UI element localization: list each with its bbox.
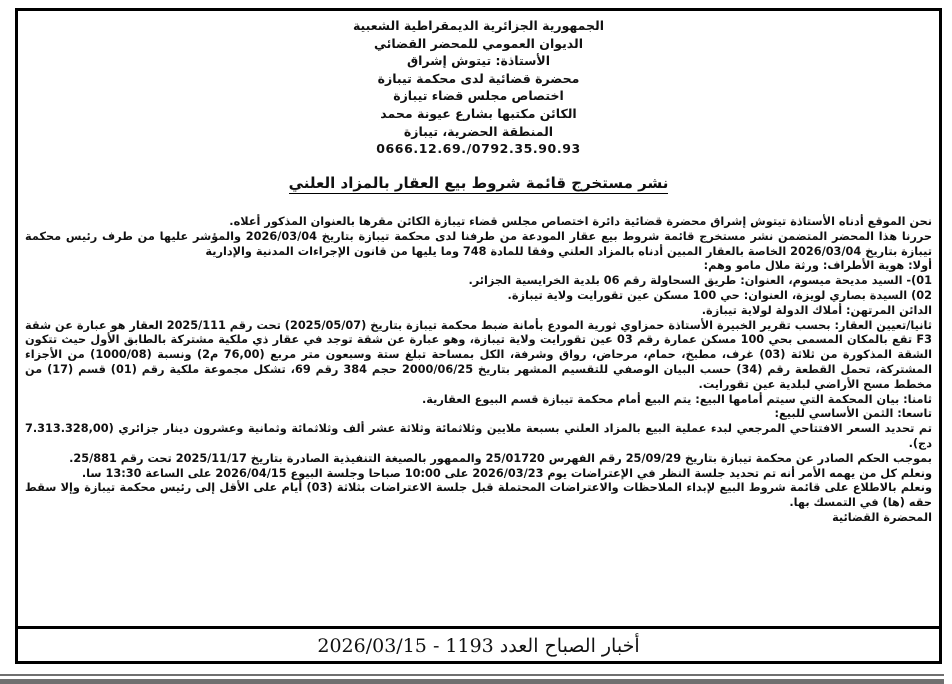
paragraph-drafted: حررنا هذا المحضر المتضمن نشر مستخرج قائمة شروط بيع عقار المودعة من طرفنا لدى محكمة تيبازة بتاريخ 2026/03/04 والمؤشر عليها من طرف رئيس محكمة تيبازة بتاريخ 2026/03/04 الخاصة بالعقار المبين أدناه بالمزاد العلني وفقا للمادة 748 وما يليها من قانون الإجراءات المدنية والإدارية bbox=[25, 229, 932, 258]
header-line-address: الكائن مكتبها بشارع عيونة محمد bbox=[380, 105, 577, 121]
paragraph-property: ثانيا/تعيين العقار: بحسب تقرير الخبيرة الأستاذة حمزاوي ثورية المودع بأمانة ضبط محكمة تيبازة بتاريخ (2025/05/07) تحت رقم 2025/111 العقار هو عبارة عن شقة F3 تقع بالمكان المسمى بحي 100 مسكن عمارة رقم 03 عين تقورايت ولاية تيبازة، وهو عبارة عن شقة توجد في عقار ذي ملكية مشتركة بالطابق الأول حيث تتكون الشقة المذكورة من ثلاثة (03) غرف، مطبخ، حمام، مرحاض، رواق وشرفة، الكل بمساحة تبلغ ستة وسبعون متر مربع (76,00 م2) ونسبة (1000/08) من الأجزاء المشتركة، تحمل القطعة رقم (34) حسب البيان الوصفي للتقسيم المشهر بتاريخ 2000/06/25 حجم 384 رقم 69، تشكل مجموعة ملكية رقم (01) قسم (17) من مخطط مسح الأراضي لبلدية عين تقورايت. bbox=[25, 318, 933, 391]
header-block bbox=[18, 17, 939, 158]
paragraph-objections: ونعلم بالاطلاع على قائمة شروط البيع لإبداء الملاحظات والاعتراضات المحتملة قبل جلسة الاعتراضات بثلاثة (03) أيام على الأقل إلى رئيس محكمة تيبازة وإلا سقط حقه (ها) في التمسك بها. bbox=[25, 481, 932, 510]
paragraph-hearing: ونعلم كل من يهمه الأمر أنه تم تحديد جلسة النظر في الإعتراضات يوم 2026/03/23 على 10:00 صباحا وجلسة البيوع 2026/04/15 على الساعة 13:30 سا. bbox=[81, 466, 932, 480]
notice-frame bbox=[15, 8, 942, 664]
paragraph-party-01: 01)- السيد مديحة ميسوم، العنوان: طريق السحاولة رقم 06 بلدية الخرايسية الجزائر. bbox=[468, 274, 932, 288]
newspaper-issue: أخبار الصباح العدد 1193 - bbox=[432, 635, 640, 657]
header-line-zone: المنطقة الحضرية، تيبازة bbox=[403, 123, 554, 139]
header-line-office: الديوان العمومي للمحضر القضائي bbox=[374, 35, 583, 51]
header-phone: 0666.12.69./0792.35.90.93 bbox=[376, 141, 581, 157]
notice-title bbox=[18, 174, 939, 192]
header-line-republic: الجمهورية الجزائرية الديمقراطية الشعبية bbox=[352, 18, 605, 33]
header-line-jurisdiction: اختصاص مجلس قضاء تيبازة bbox=[393, 88, 564, 104]
page-bottom-rule bbox=[0, 674, 944, 676]
paragraph-court: ثامنا: بيان المحكمة التي سيتم أمامها البيع: يتم البيع أمام محكمة تيبازة قسم البيوع العقارية. bbox=[422, 392, 932, 406]
paragraph-creditor: الدائن المرتهن: أملاك الدولة لولاية تيبازة. bbox=[701, 303, 932, 317]
footer-separator bbox=[18, 626, 939, 629]
notice-title-text: نشر مستخرج قائمة شروط بيع العقار بالمزاد العلني bbox=[288, 174, 669, 192]
paragraph-intro: نحن الموقع أدناه الأستاذة تيتوش إشراق محضرة قضائية دائرة اختصاص مجلس قضاء تيبازة الكائن مقرها بالعنوان المذكور أعلاه. bbox=[229, 215, 932, 228]
footer bbox=[18, 631, 939, 661]
paragraph-party-02: 02) السيدة بصاري لويزة، العنوان: حي 100 مسكن عين تقورايت ولاية تيبازة. bbox=[507, 288, 932, 302]
header-line-bailiff-name: الأستاذة: تيتوش إشراق bbox=[407, 53, 550, 69]
publication-date: 2026/03/15 bbox=[317, 635, 427, 657]
header-line-court: محضرة قضائية لدى محكمة تيبازة bbox=[377, 70, 580, 86]
page-bottom-band bbox=[0, 679, 944, 684]
paragraph-price: تم تحديد السعر الافتتاحي المرجعي لبدء عملية البيع بالمزاد العلني بسبعة ملايين وثلاثمائة وثلاثة عشر ألف وثلاثمائة وثمانية وعشرون دينار جزائري (7.313.328,00 دج). bbox=[25, 422, 932, 450]
signature: المحضرة القضائية bbox=[832, 510, 932, 524]
paragraph-judgment: بموجب الحكم الصادر عن محكمة تيبازة بتاريخ 25/09/29 رقم الفهرس 25/01720 والممهور بالصيغة التنفيذية الصادرة بتاريخ 2025/11/17 تحت رقم 25/881. bbox=[69, 451, 932, 465]
paragraph-price-heading: تاسعا: الثمن الأساسي للبيع: bbox=[774, 407, 932, 421]
paragraph-parties-heading: أولا: هوية الأطراف: ورثة ملال مامو وهم: bbox=[703, 259, 932, 273]
notice-body bbox=[25, 215, 932, 526]
